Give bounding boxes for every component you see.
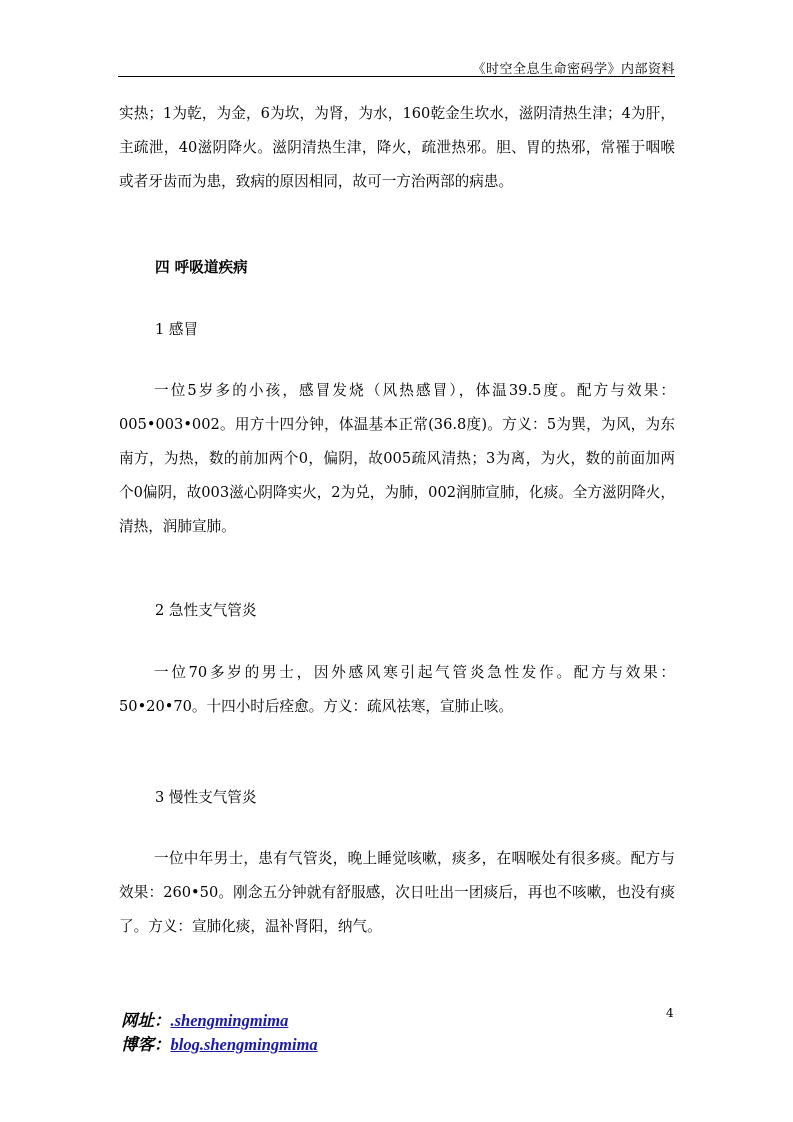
paragraph-chronic-bronchitis: 一位中年男士，患有气管炎，晚上睡觉咳嗽，痰多，在咽喉处有很多痰。配方与效果：260•50。刚念五分钟就有舒服感，次日吐出一团痰后，再也不咳嗽，也没有痰了。方义：宣肺化痰，温补肾阳，纳气。	[119, 850, 675, 935]
footer-website	[121, 1011, 426, 1031]
subheading-chronic-bronchitis: 3 慢性支气管炎	[155, 789, 257, 806]
blog-label: 博客：	[121, 1035, 171, 1054]
blog-link[interactable]: blog.shengmingmima	[170, 1035, 318, 1054]
footer-blog	[121, 1035, 421, 1055]
subheading-cold: 1 感冒	[155, 321, 199, 338]
page-header-title: 《时空全息生命密码学》内部资料	[472, 62, 675, 77]
paragraph-acute-bronchitis: 一位70多岁的男士，因外感风寒引起气管炎急性发作。配方与效果：50•20•70。十四小时后痊愈。方义：疏风祛寒，宣肺止咳。	[119, 664, 675, 715]
section-heading-respiratory: 四 呼吸道疾病	[155, 259, 248, 276]
paragraph-1: 实热；1为乾，为金，6为坎，为肾，为水，160乾金生坎水，滋阴清热生津；4为肝，主疏泄，40滋阴降火。滋阴清热生津，降火，疏泄热邪。胆、胃的热邪，常罹于咽喉或者牙齿而为患，致病的原因相同，故可一方治两部的病患。	[119, 105, 675, 190]
paragraph-cold: 一位5岁多的小孩，感冒发烧（风热感冒），体温39.5度。配方与效果：005•003•002。用方十四分钟，体温基本正常(36.8度)。方义：5为巽，为风，为东南方，为热，数的前加两个0，偏阴，故005疏风清热；3为离，为火，数的前面加两个0偏阴，故003滋心阴降实火，2为兑，为肺，002润肺宣肺，化痰。全方滋阴降火，清热，润肺宣肺。	[119, 382, 675, 535]
website-link[interactable]: .shengmingmima	[170, 1011, 289, 1030]
header-divider	[118, 76, 675, 77]
website-label: 网址：	[121, 1011, 171, 1030]
page-number: 4	[666, 1006, 674, 1020]
subheading-acute-bronchitis: 2 急性支气管炎	[155, 602, 257, 619]
